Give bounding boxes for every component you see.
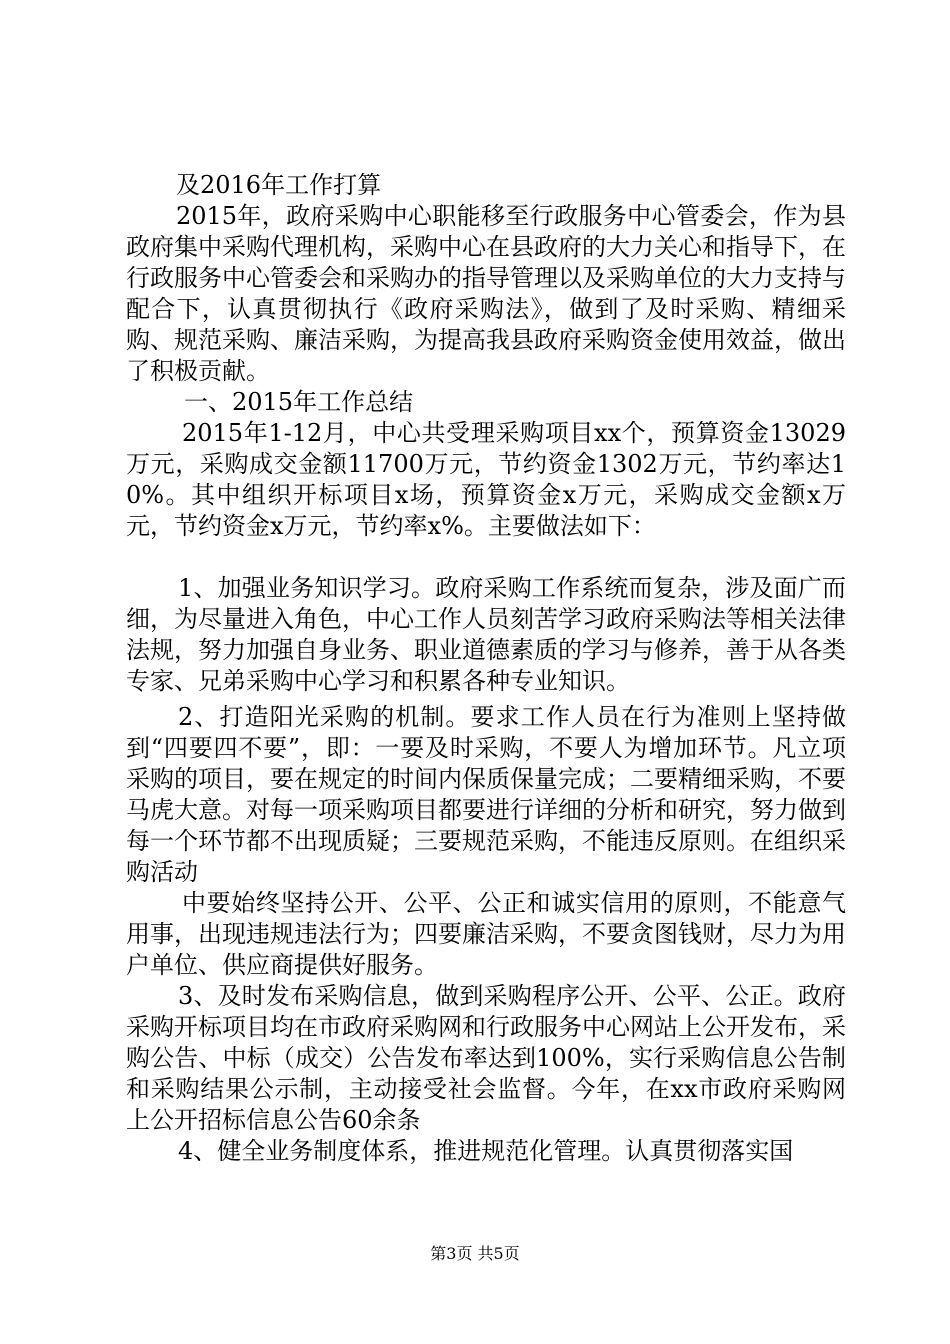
heading-plan: 及2016年工作打算 xyxy=(176,171,382,199)
document-body xyxy=(126,170,846,1167)
page-footer xyxy=(0,1244,950,1264)
item-3-paragraph: 3、及时发布采购信息，做到采购程序公开、公平、公正。政府采购开标项目均在市政府采购网和行政服务中心网站上公开发布，采购公告、中标（成交）公告发布率达到100%，实行采购信息公告制和采购结果公示制，主动接受社会监督。今年，在xx市政府采购网上公开招标信息公告60余条 xyxy=(126,982,846,1134)
section-heading-summary: 一、2015年工作总结 xyxy=(184,388,414,416)
item-4-paragraph: 4、健全业务制度体系，推进规范化管理。认真贯彻落实国 xyxy=(178,1137,794,1165)
intro-paragraph: 2015年，政府采购中心职能移至行政服务中心管委会，作为县政府集中采购代理机构，采购中心在县政府的大力关心和指导下，在行政服务中心管委会和采购办的指导管理以及采购单位的大力支持与配合下，认真贯彻执行《政府采购法》，做到了及时采购、精细采购、规范采购、廉洁采购，为提高我县政府采购资金使用效益，做出了积极贡献。 xyxy=(126,202,846,385)
item-1-paragraph: 1、加强业务知识学习。政府采购工作系统而复杂，涉及面广而细，为尽量进入角色，中心工作人员刻苦学习政府采购法等相关法律法规，努力加强自身业务、职业道德素质的学习与修养，善于从各类专家、兄弟采购中心学习和积累各种专业知识。 xyxy=(126,574,846,695)
item-2-paragraph: 2、打造阳光采购的机制。要求工作人员在行为准则上坚持做到“四要四不要”，即：一要及时采购，不要人为增加环节。凡立项采购的项目，要在规定的时间内保质保量完成；二要精细采购，不要马虎大意。对每一项采购项目都要进行详细的分析和研究，努力做到每一个环节都不出现质疑；三要规范采购，不能违反原则。在组织采购活动 xyxy=(126,703,846,886)
figures-paragraph: 2015年1-12月，中心共受理采购项目xx个，预算资金13029万元，采购成交金额11700万元，节约资金1302万元，节约率达10%。其中组织开标项目x场，预算资金x万元，采购成交金额x万元，节约资金x万元，节约率x%。主要做法如下： xyxy=(126,419,846,540)
item-2-continuation-paragraph: 中要始终坚持公开、公平、公正和诚实信用的原则，不能意气用事，出现违规违法行为；四要廉洁采购，不要贪图钱财，尽力为用户单位、供应商提供好服务。 xyxy=(126,889,846,979)
page-number: 第3页 共5页 xyxy=(430,1244,520,1263)
